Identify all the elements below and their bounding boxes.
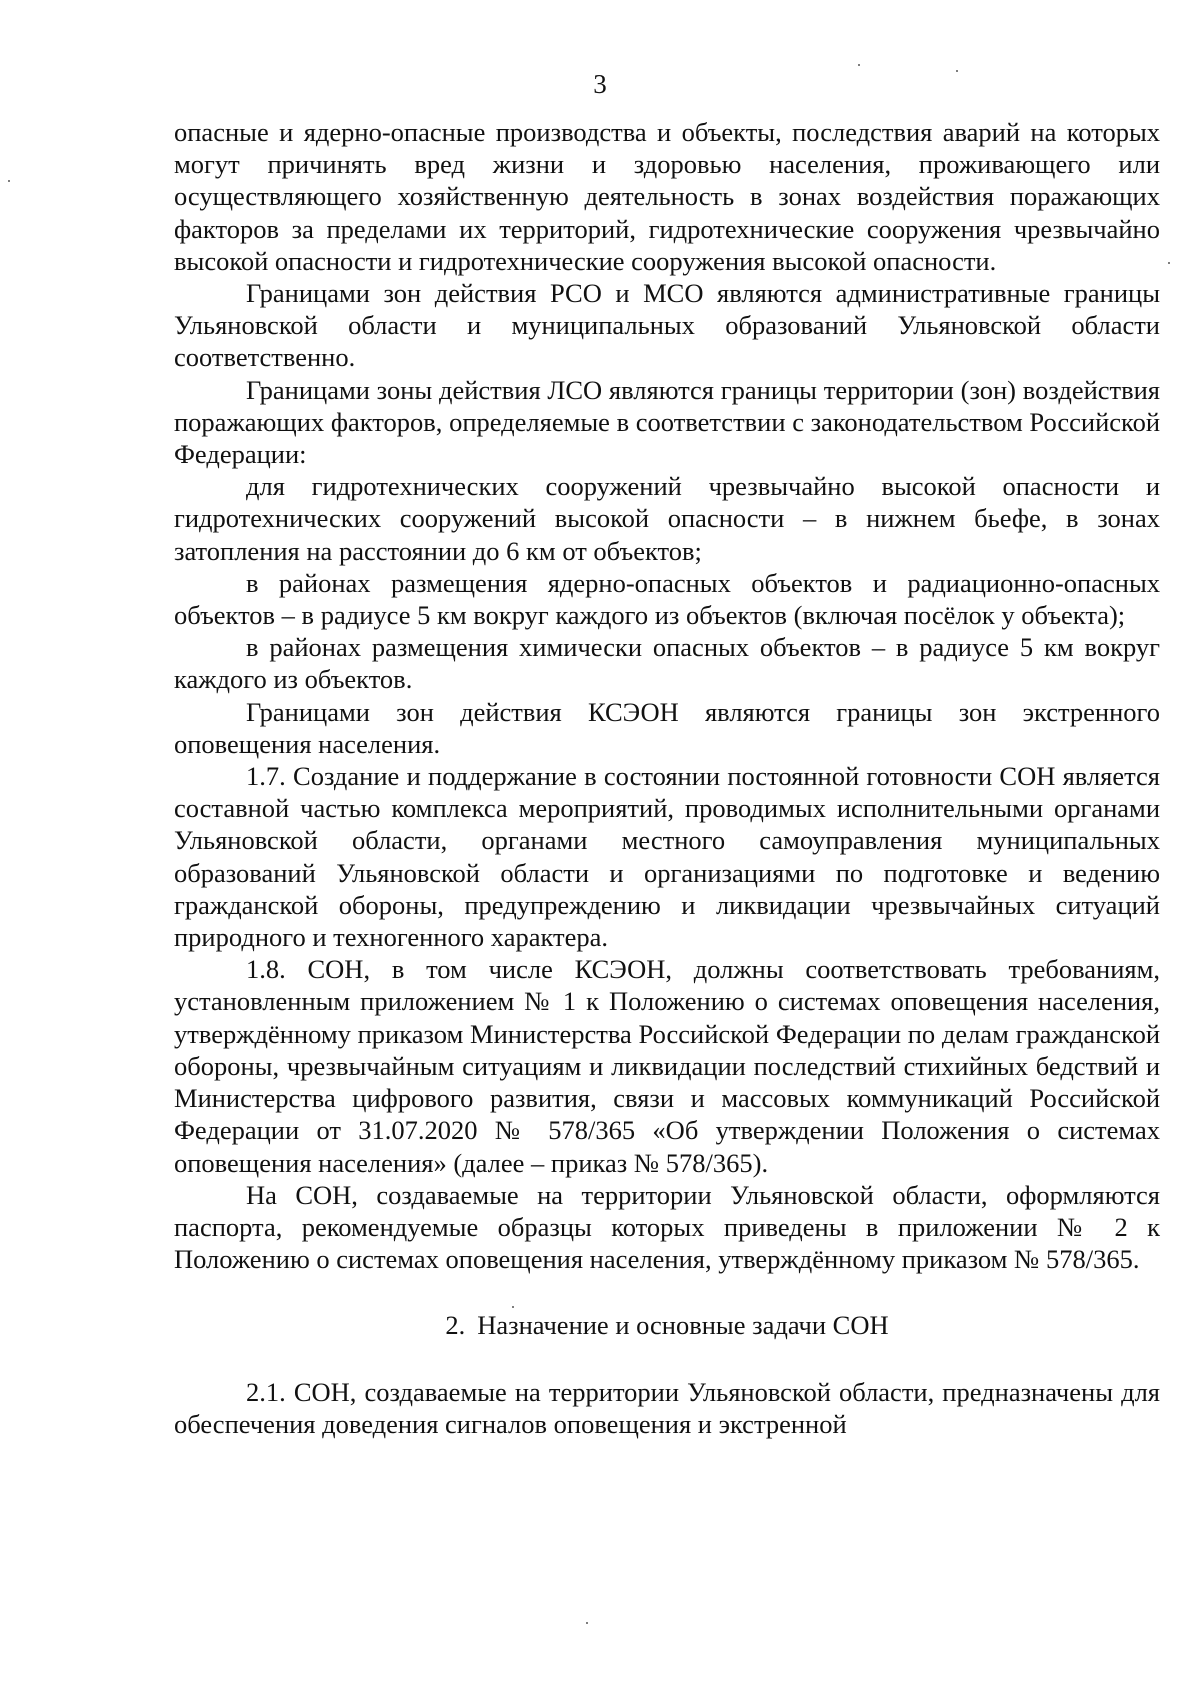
closing-paragraph: 2.1. СОН, создаваемые на территории Ульяновской области, предназначены для обеспечения доведения сигналов оповещения и экстренной	[174, 1376, 1160, 1439]
paragraph: Границами зон действия КСЭОН являются границы зон экстренного оповещения населения.	[174, 696, 1160, 759]
page-number: 3	[593, 69, 607, 99]
section-number: 2.	[445, 1310, 466, 1341]
paragraph: Границами зоны действия ЛСО являются границы территории (зон) воздействия поражающих факторов, определяемые в соответствии с законодательством Российской Федерации:	[174, 374, 1160, 470]
paragraph: в районах размещения ядерно-опасных объектов и радиационно-опасных объектов – в радиусе 5 км вокруг каждого из объектов (включая посёлок у объекта);	[174, 567, 1160, 631]
document-body	[174, 116, 1160, 1440]
paragraph: в районах размещения химически опасных объектов – в радиусе 5 км вокруг каждого из объектов.	[174, 632, 1160, 695]
paragraph: На СОН, создаваемые на территории Ульяновской области, оформляются паспорта, рекомендуемые образцы которых приведены в приложении № 2 к Положению о системах оповещения населения, утверждённому приказом № 578/365.	[174, 1179, 1160, 1275]
section-title: Назначение и основные задачи СОН	[477, 1310, 889, 1341]
paragraph: 1.7. Создание и поддержание в состоянии постоянной готовности СОН является составной частью комплекса мероприятий, проводимых исполнительными органами Ульяновской области, органами местного самоуправления муниципальных образований Ульяновской области и организациями по подготовке и ведению гражданской обороны, предупреждению и ликвидации чрезвычайных ситуаций природного и техногенного характера.	[174, 761, 1160, 953]
paragraph: 1.8. СОН, в том числе КСЭОН, должны соответствовать требованиям, установленным приложением № 1 к Положению о системах оповещения населения, утверждённому приказом Министерства Российской Федерации по делам гражданской обороны, чрезвычайным ситуациям и ликвидации последствий стихийных бедствий и Министерства цифрового развития, связи и массовых коммуникаций Российской Федерации от 31.07.2020 № 578/365 «Об утверждении Положения о системах оповещения населения» (далее – приказ № 578/365).	[174, 954, 1160, 1178]
section-heading	[174, 1309, 1160, 1341]
paragraph: для гидротехнических сооружений чрезвычайно высокой опасности и гидротехнических сооружений высокой опасности – в нижнем бьефе, в зонах затопления на расстоянии до 6 км от объектов;	[174, 471, 1160, 566]
paragraph: опасные и ядерно-опасные производства и объекты, последствия аварий на которых могут причинять вред жизни и здоровью населения, проживающего или осуществляющего хозяйственную деятельность в зонах воздействия поражающих факторов за пределами их территорий, гидротехнические сооружения чрезвычайно высокой опасности и гидротехнические сооружения высокой опасности.	[174, 117, 1160, 276]
paragraph: Границами зон действия РСО и МСО являются административные границы Ульяновской области и муниципальных образований Ульяновской области соответственно.	[174, 278, 1160, 373]
